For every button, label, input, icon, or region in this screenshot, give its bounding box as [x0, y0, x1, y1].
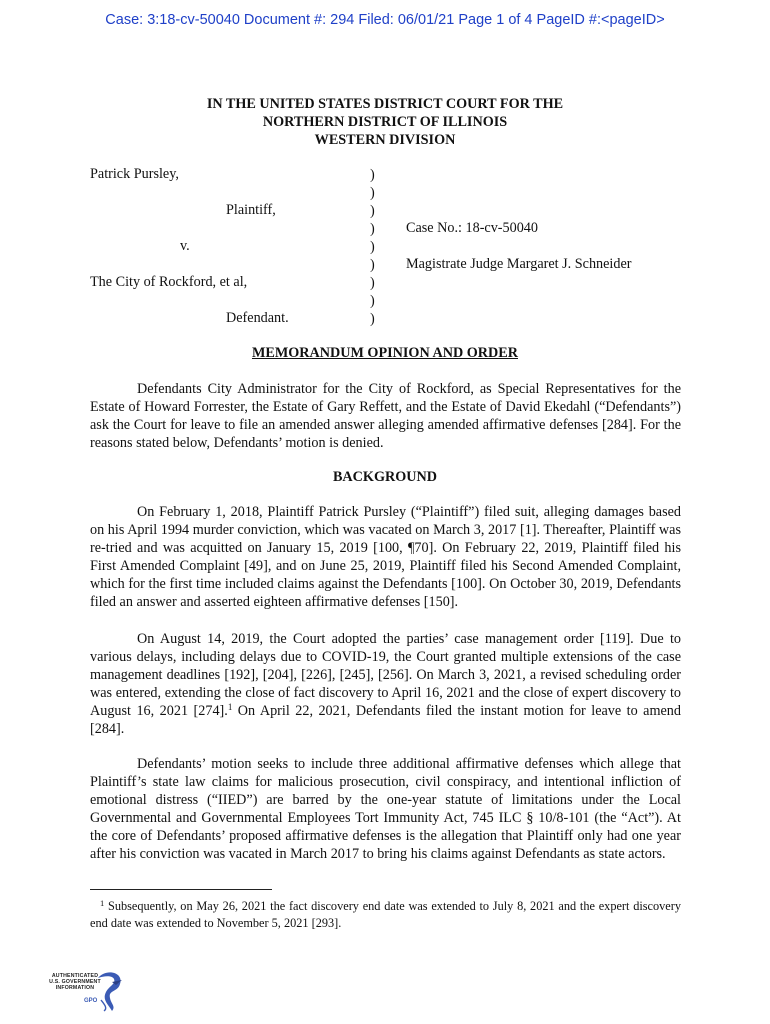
- case-header-stamp: Case: 3:18-cv-50040 Document #: 294 Filed: 06/01/21 Page 1 of 4 PageID #:<pageID>: [105, 12, 665, 28]
- plaintiff-name: Patrick Pursley,: [90, 166, 179, 182]
- gpo-authentication-logo: [42, 970, 132, 1015]
- footnote-divider: [90, 889, 272, 890]
- caption-paren: ): [370, 257, 375, 273]
- eagle-logo-icon: [92, 970, 126, 1012]
- paragraph-2-text: On August 14, 2019, the Court adopted the parties’ case management order [119]. Due to various delays, including delays due to COVID-19, the Court granted multiple extensions of the case management deadlines [192], [204], [226], [245], [256]. On March 3, 2021, a revised scheduling order was entered, extending the close of fact discovery to April 16, 2021 and the close of expert discovery to August 16, 2021 [274].: [90, 631, 681, 719]
- caption-paren: ): [370, 203, 375, 219]
- magistrate-judge: Magistrate Judge Margaret J. Schneider: [406, 256, 632, 272]
- case-number: Case No.: 18-cv-50040: [406, 220, 538, 236]
- caption-paren: ): [370, 311, 375, 327]
- background-paragraph-2: [90, 630, 681, 738]
- intro-paragraph: Defendants City Administrator for the City of Rockford, as Special Representatives for the Estate of Howard Forrester, the Estate of Gary Reffett, and the Estate of David Ekedahl (“Defendants”) ask the Court for leave to file an amended answer alleging amended affirmative defenses [284]. For the reasons stated below, Defendants’ motion is denied.: [90, 381, 681, 451]
- background-paragraph-1: On February 1, 2018, Plaintiff Patrick Pursley (“Plaintiff”) filed suit, alleging damages based on his April 1994 murder conviction, which was vacated on March 3, 2017 [1]. Thereafter, Plaintiff was re-tried and was acquitted on January 15, 2019 [100, ¶70]. On February 22, 2019, Plaintiff filed his First Amended Complaint [49], and on June 25, 2019, Plaintiff filed his Second Amended Complaint, which for the first time included claims against the Defendants [100]. On October 30, 2019, Defendants filed an answer and asserted eighteen affirmative defenses [150].: [90, 504, 681, 610]
- caption-paren: ): [370, 275, 375, 291]
- background-heading: BACKGROUND: [332, 469, 438, 485]
- paragraph-2-text-continued: On April 22, 2021, Defendants filed the instant motion for leave to amend [284].: [90, 703, 681, 737]
- caption-paren: ): [370, 185, 375, 201]
- footnote-text: Subsequently, on May 26, 2021 the fact discovery end date was extended to July 8, 2021 and the expert discovery end date was extended to November 5, 2021 [293].: [90, 899, 681, 930]
- background-paragraph-3: Defendants’ motion seeks to include three additional affirmative defenses which allege that Plaintiff’s state law claims for malicious prosecution, civil conspiracy, and intentional infliction of emotional distress (“IIED”) are barred by the one-year statute of limitations under the Local Governmental and Governmental Employees Tort Immunity Act, 745 ILC § 10/8-101 (the “Act”). At the core of Defendants’ proposed affirmative defenses is the allegation that Plaintiff only had one year after his conviction was vacated in March 2017 to bring his claims against Defendants as state actors.: [90, 756, 681, 862]
- caption-paren: ): [370, 239, 375, 255]
- gpo-line-1: AUTHENTICATED: [51, 973, 99, 979]
- document-title: MEMORANDUM OPINION AND ORDER: [251, 345, 518, 361]
- footnote-reference[interactable]: 1: [227, 702, 233, 712]
- caption-paren: ): [370, 293, 375, 309]
- defendant-role: Defendant.: [226, 310, 289, 326]
- court-heading-line-3: WESTERN DIVISION: [314, 132, 456, 148]
- caption-paren-column: [370, 166, 375, 328]
- caption-paren: ): [370, 221, 375, 237]
- defendant-name: The City of Rockford, et al,: [90, 274, 248, 290]
- footnote-mark: 1: [100, 898, 105, 908]
- footnote-1: [90, 898, 681, 932]
- caption-paren: ): [370, 167, 375, 183]
- court-heading: [0, 95, 770, 149]
- gpo-line-3: INFORMATION: [55, 984, 95, 991]
- gpo-mark: GPO: [84, 998, 98, 1004]
- gpo-line-2: U.S. GOVERNMENT: [49, 978, 101, 985]
- versus-label: v.: [180, 238, 190, 254]
- court-heading-line-2: NORTHERN DISTRICT OF ILLINOIS: [262, 114, 508, 130]
- plaintiff-role: Plaintiff,: [226, 202, 276, 218]
- court-heading-line-1: IN THE UNITED STATES DISTRICT COURT FOR THE: [206, 96, 564, 112]
